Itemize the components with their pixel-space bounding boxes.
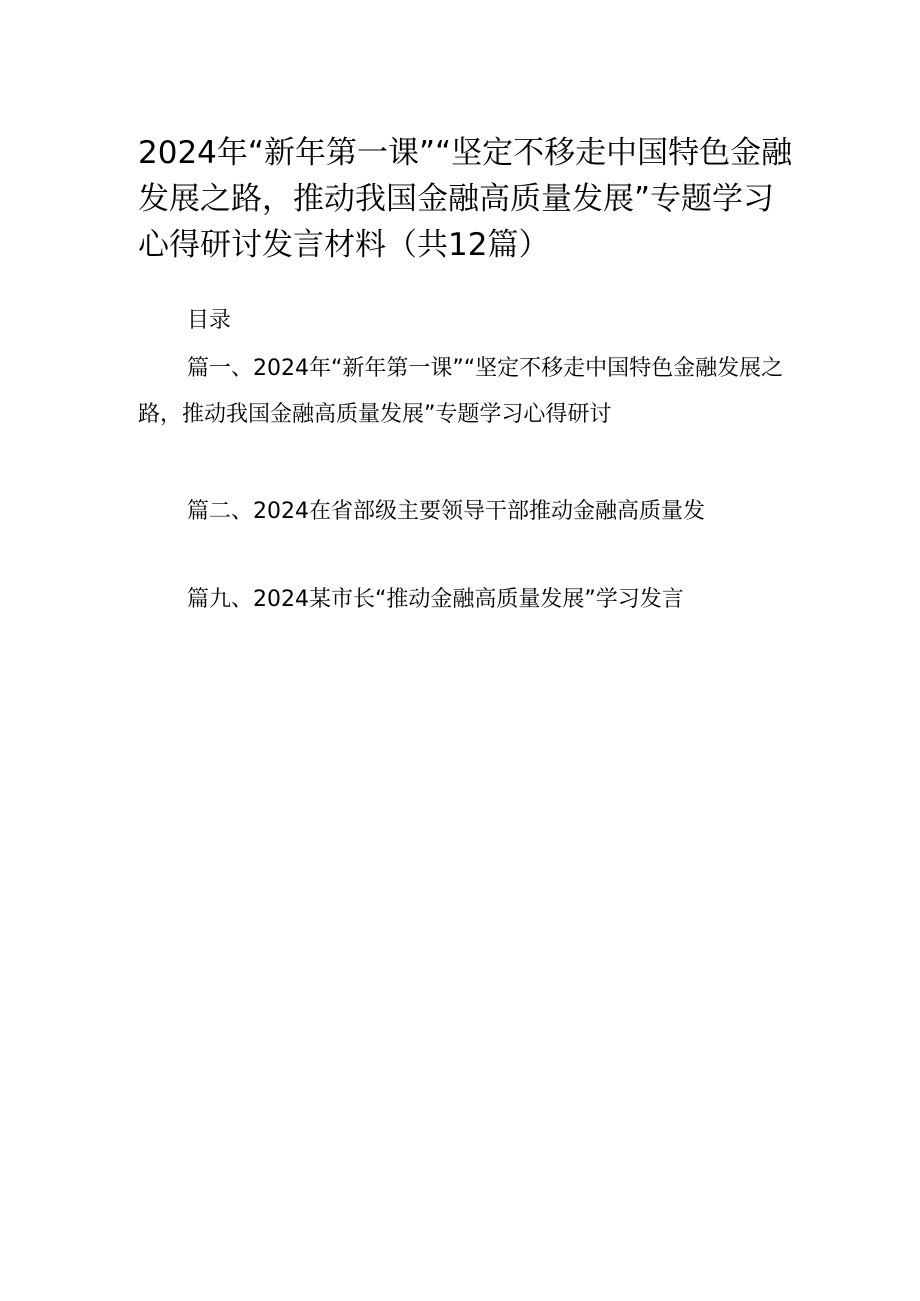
toc-entry-3: 篇九、2024某市长“推动金融高质量发展”学习发言 bbox=[187, 587, 684, 612]
toc-entry-1: 篇一、2024年“新年第一课”“坚定不移走中国特色金融发展之路，推动我国金融高质量发展”专题学习心得研讨 bbox=[138, 356, 784, 427]
toc-entry-2: 篇二、2024在省部级主要领导干部推动金融高质量发 bbox=[187, 499, 705, 524]
toc-heading: 目录 bbox=[187, 308, 232, 333]
document-title: 2024年“新年第一课”“坚定不移走中国特色金融发展之路，推动我国金融高质量发展”专题学习心得研讨发言材料（共12篇） bbox=[138, 135, 793, 263]
